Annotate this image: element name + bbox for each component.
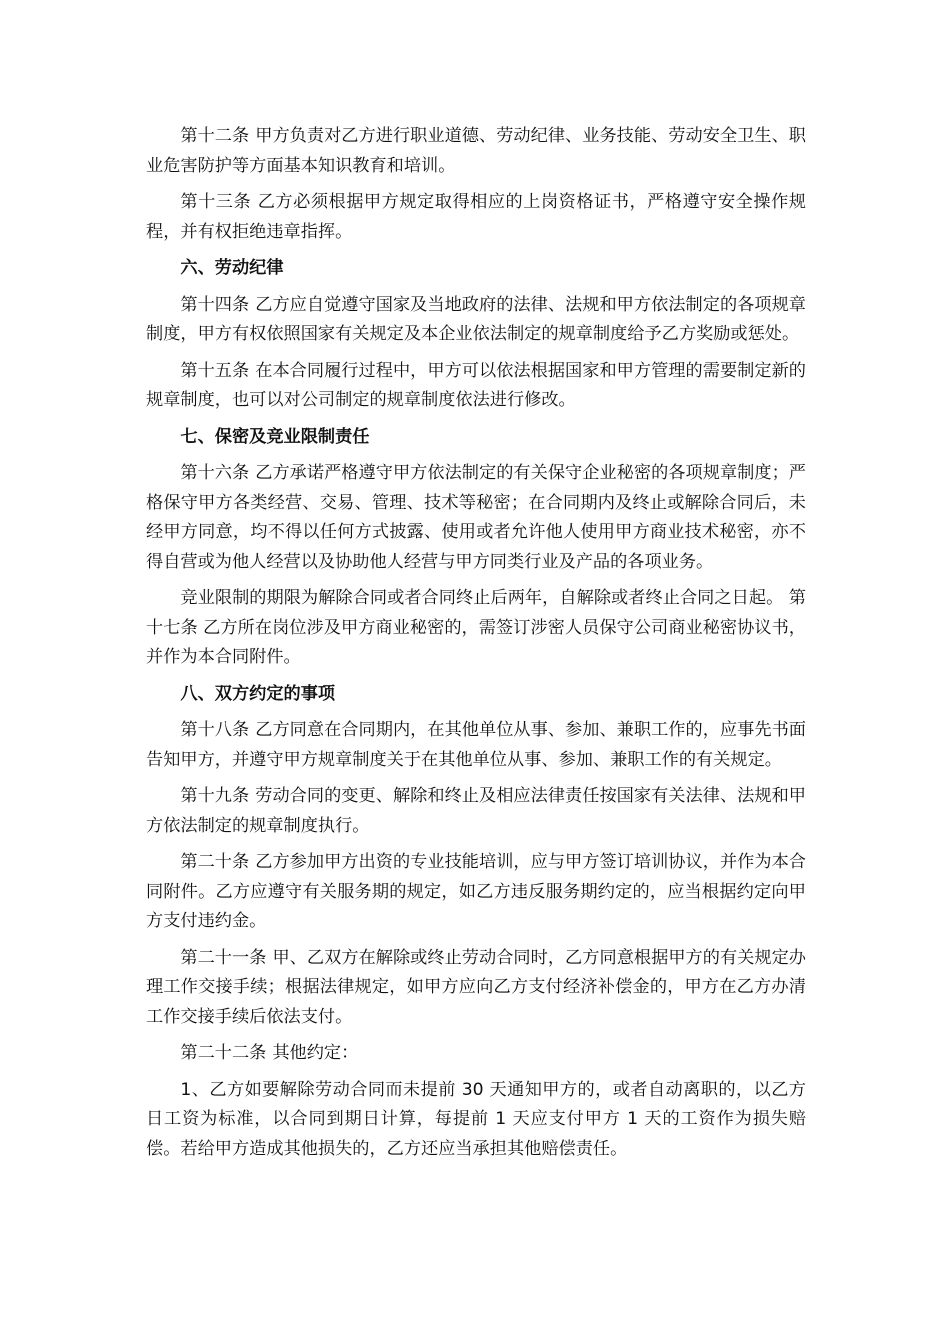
article-19: [146, 782, 806, 841]
article-20: [146, 848, 806, 937]
article-22-item-1: 1、乙方如要解除劳动合同而未提前 30 天通知甲方的，或者自动离职的，以乙方日工资为标准，以合同到期日计算，每提前 1 天应支付甲方 1 天的工资作为损失赔偿。若给甲方造成其他损失的，乙方还应当承担其他赔偿责任。: [146, 1079, 806, 1159]
article-label: 第十二条: [180, 126, 250, 146]
article-18: [146, 716, 806, 775]
section-heading-mutual-agreements: 八、双方约定的事项: [180, 683, 336, 704]
article-13: [146, 188, 806, 247]
non-compete-period-and-article-17: 竞业限制的期限为解除合同或者合同终止后两年，自解除或者终止合同之日起。 第十七条 乙方所在岗位涉及甲方商业秘密的，需签订涉密人员保守公司商业秘密协议书，并作为本合同附件。: [146, 588, 806, 667]
document-page: [146, 122, 806, 1171]
article-text: 在本合同履行过程中，甲方可以依法根据国家和甲方管理的需要制定新的规章制度，也可以对公司制定的规章制度依法进行修改。: [146, 360, 806, 410]
article-14: [146, 291, 806, 350]
article-label: 第二十一条: [180, 947, 267, 968]
article-text: 乙方同意在合同期内，在其他单位从事、参加、兼职工作的，应事先书面告知甲方，并遵守甲方规章制度关于在其他单位从事、参加、兼职工作的有关规定。: [146, 720, 806, 770]
article-22: [146, 1039, 806, 1069]
article-15: [146, 357, 806, 416]
article-text: 乙方应自觉遵守国家及当地政府的法律、法规和甲方依法制定的各项规章制度，甲方有权依照国家有关规定及本企业依法制定的规章制度给予乙方奖励或惩处。: [146, 294, 806, 344]
article-21: [146, 944, 806, 1033]
article-label: 第二十二条: [180, 1043, 267, 1063]
article-text: 乙方参加甲方出资的专业技能培训，应与甲方签订培训协议，并作为本合同附件。乙方应遵守有关服务期的规定，如乙方违反服务期约定的，应当根据约定向甲方支付违约金。: [146, 852, 806, 931]
article-label: 第二十条: [180, 852, 250, 872]
article-text: 乙方承诺严格遵守甲方依法制定的有关保守企业秘密的各项规章制度；严格保守甲方各类经营、交易、管理、技术等秘密；在合同期内及终止或解除合同后，未经甲方同意，均不得以任何方式披露、使用或者允许他人使用甲方商业技术秘密，亦不得自营或为他人经营以及协助他人经营与甲方同类行业及产品的各项业务。: [146, 463, 806, 572]
article-label: 第十九条: [180, 786, 250, 806]
article-text: 其他约定：: [272, 1043, 359, 1063]
article-label: 第十五条: [180, 360, 250, 381]
article-text: 甲、乙双方在解除或终止劳动合同时，乙方同意根据甲方的有关规定办理工作交接手续；根据法律规定，如甲方应向乙方支付经济补偿金的，甲方在乙方办清工作交接手续后依法支付。: [146, 947, 806, 1027]
article-label: 第十四条: [180, 294, 250, 315]
article-label: 第十三条: [180, 192, 252, 212]
article-text: 乙方必须根据甲方规定取得相应的上岗资格证书，严格遵守安全操作规程，并有权拒绝违章指挥。: [146, 192, 806, 242]
article-16: [146, 459, 806, 577]
section-heading-labor-discipline: 六、劳动纪律: [180, 258, 284, 278]
article-label: 第十六条: [180, 463, 250, 483]
article-label: 第十八条: [180, 720, 250, 740]
article-text: 劳动合同的变更、解除和终止及相应法律责任按国家有关法律、法规和甲方依法制定的规章制度执行。: [146, 786, 806, 836]
section-heading-confidentiality: 七、保密及竞业限制责任: [180, 426, 370, 447]
article-text: 甲方负责对乙方进行职业道德、劳动纪律、业务技能、劳动安全卫生、职业危害防护等方面基本知识教育和培训。: [146, 126, 806, 176]
article-12: [146, 122, 806, 181]
